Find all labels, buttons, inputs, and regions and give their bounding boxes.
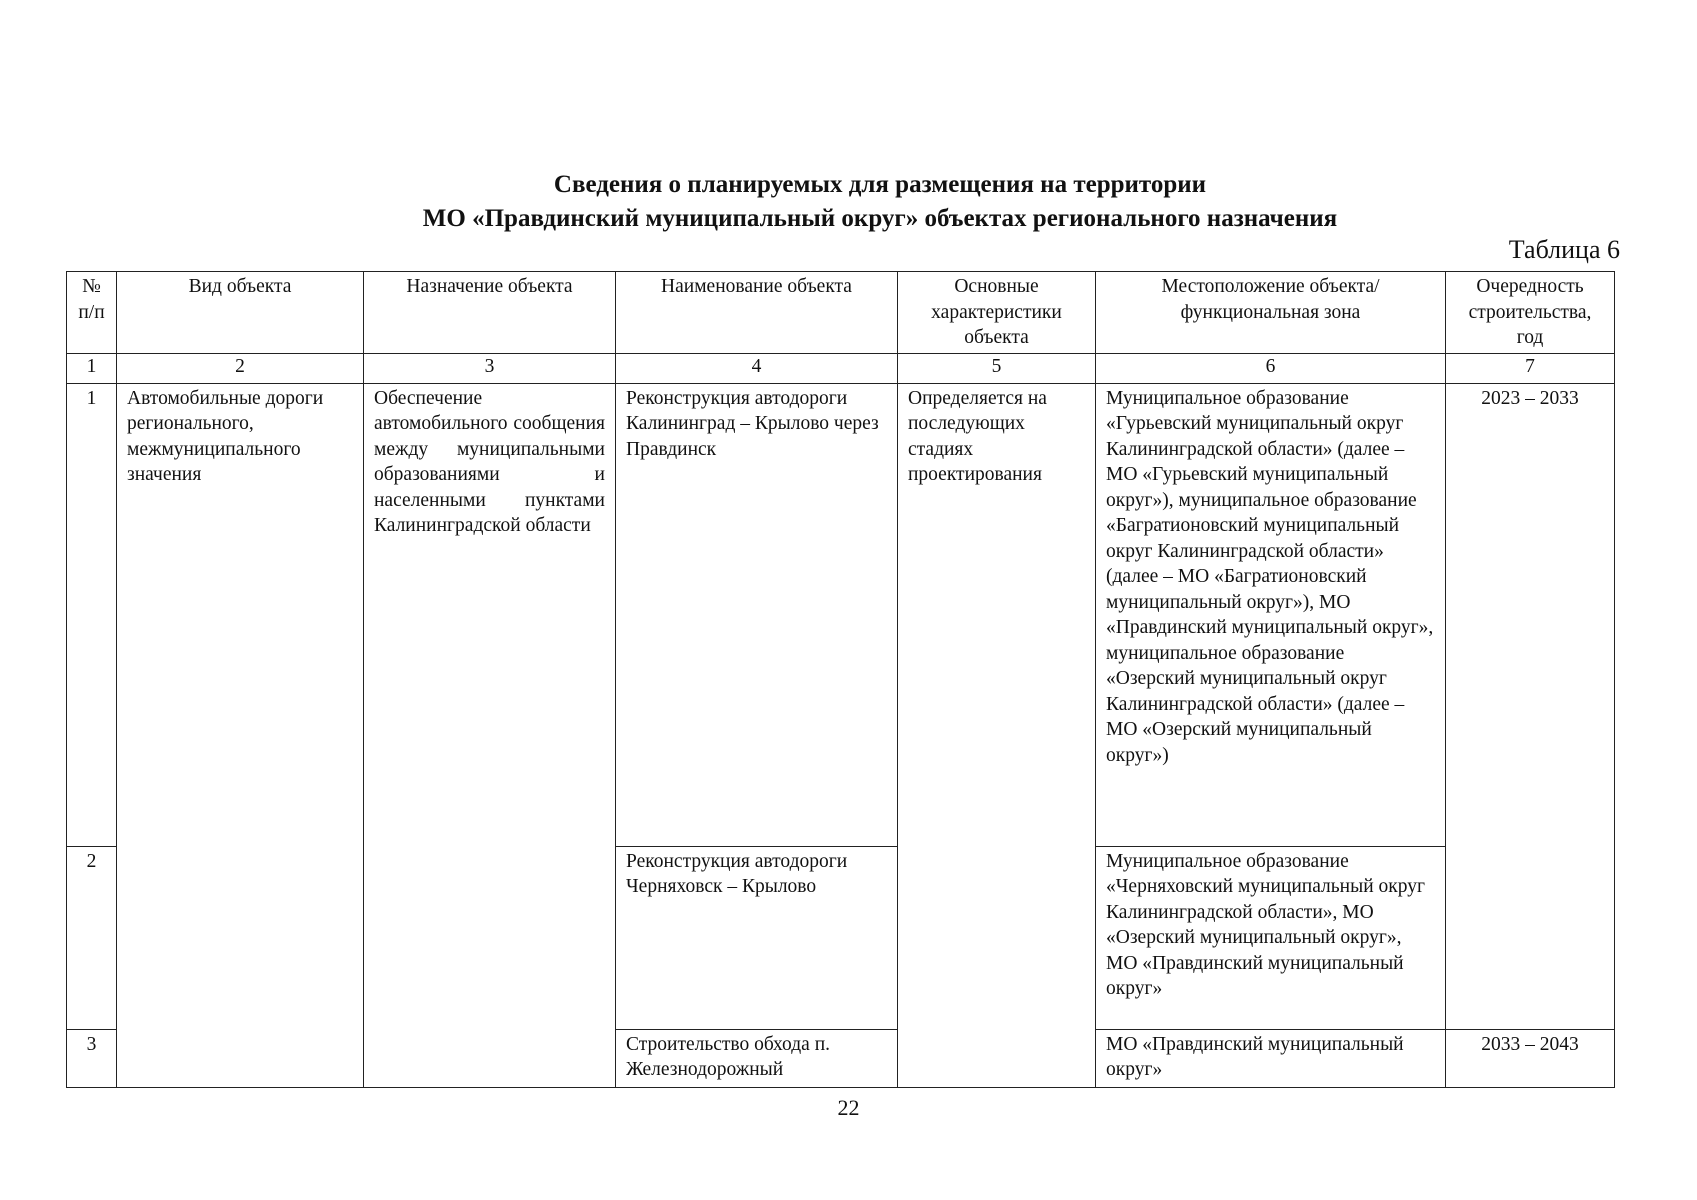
construction-period-cell: 2033 – 2043 (1446, 1029, 1615, 1087)
object-characteristics-cell: Определяется на последующих стадиях проектирования (898, 383, 1096, 1087)
col-number: 1 (67, 353, 117, 383)
row-number: 3 (67, 1029, 117, 1087)
object-name-cell: Строительство обхода п. Железнодорожный (616, 1029, 898, 1087)
object-purpose-cell: Обеспечение автомобильного сообщения между муниципальными образованиями и населенными пунктами Калининградской области (364, 383, 616, 1087)
header-name: Наименование объекта (616, 272, 898, 354)
object-name-cell: Реконструкция автодороги Черняховск – Крылово (616, 846, 898, 1029)
header-characteristics: Основные характеристики объекта (898, 272, 1096, 354)
header-location: Местоположение объекта/ функциональная зона (1096, 272, 1446, 354)
object-name-cell: Реконструкция автодороги Калининград – Крылово через Правдинск (616, 383, 898, 846)
header-row (67, 272, 1615, 354)
table-row (67, 383, 1615, 846)
object-type-cell: Автомобильные дороги регионального, межмуниципального значения (117, 383, 364, 1087)
title-line-1: Сведения о планируемых для размещения на территории (553, 171, 1207, 198)
col-number: 3 (364, 353, 616, 383)
col-number: 2 (117, 353, 364, 383)
construction-period-cell: 2023 – 2033 (1446, 383, 1615, 1029)
object-location-cell: Муниципальное образование «Гурьевский муниципальный округ Калининградской области» (далее – МО «Гурьевский муниципальный округ»), муниципальное образование «Багратионовский муниципальный округ Калининградской области» (далее – МО «Багратионовский муниципальный округ»), МО «Правдинский муниципальный округ», муниципальное образование «Озерский муниципальный округ Калининградской области» (далее – МО «Озерский муниципальный округ») (1096, 383, 1446, 846)
page-number: 22 (837, 1095, 860, 1120)
col-number: 4 (616, 353, 898, 383)
header-num: № п/п (67, 272, 117, 354)
header-purpose: Назначение объекта (364, 272, 616, 354)
col-number: 5 (898, 353, 1096, 383)
row-number: 2 (67, 846, 117, 1029)
col-number: 6 (1096, 353, 1446, 383)
row-number: 1 (67, 383, 117, 846)
column-numbers-row (67, 353, 1615, 383)
header-period: Очередность строительства, год (1446, 272, 1615, 354)
object-location-cell: МО «Правдинский муниципальный округ» (1096, 1029, 1446, 1087)
objects-table (66, 271, 1615, 1088)
header-type: Вид объекта (117, 272, 364, 354)
object-location-cell: Муниципальное образование «Черняховский муниципальный округ Калининградской области», МО «Озерский муниципальный округ», МО «Правдинский муниципальный округ» (1096, 846, 1446, 1029)
document-title (0, 168, 1697, 236)
title-line-2: МО «Правдинский муниципальный округ» объектах регионального назначения (422, 205, 1338, 232)
table-label: Таблица 6 (1508, 235, 1620, 264)
col-number: 7 (1446, 353, 1615, 383)
